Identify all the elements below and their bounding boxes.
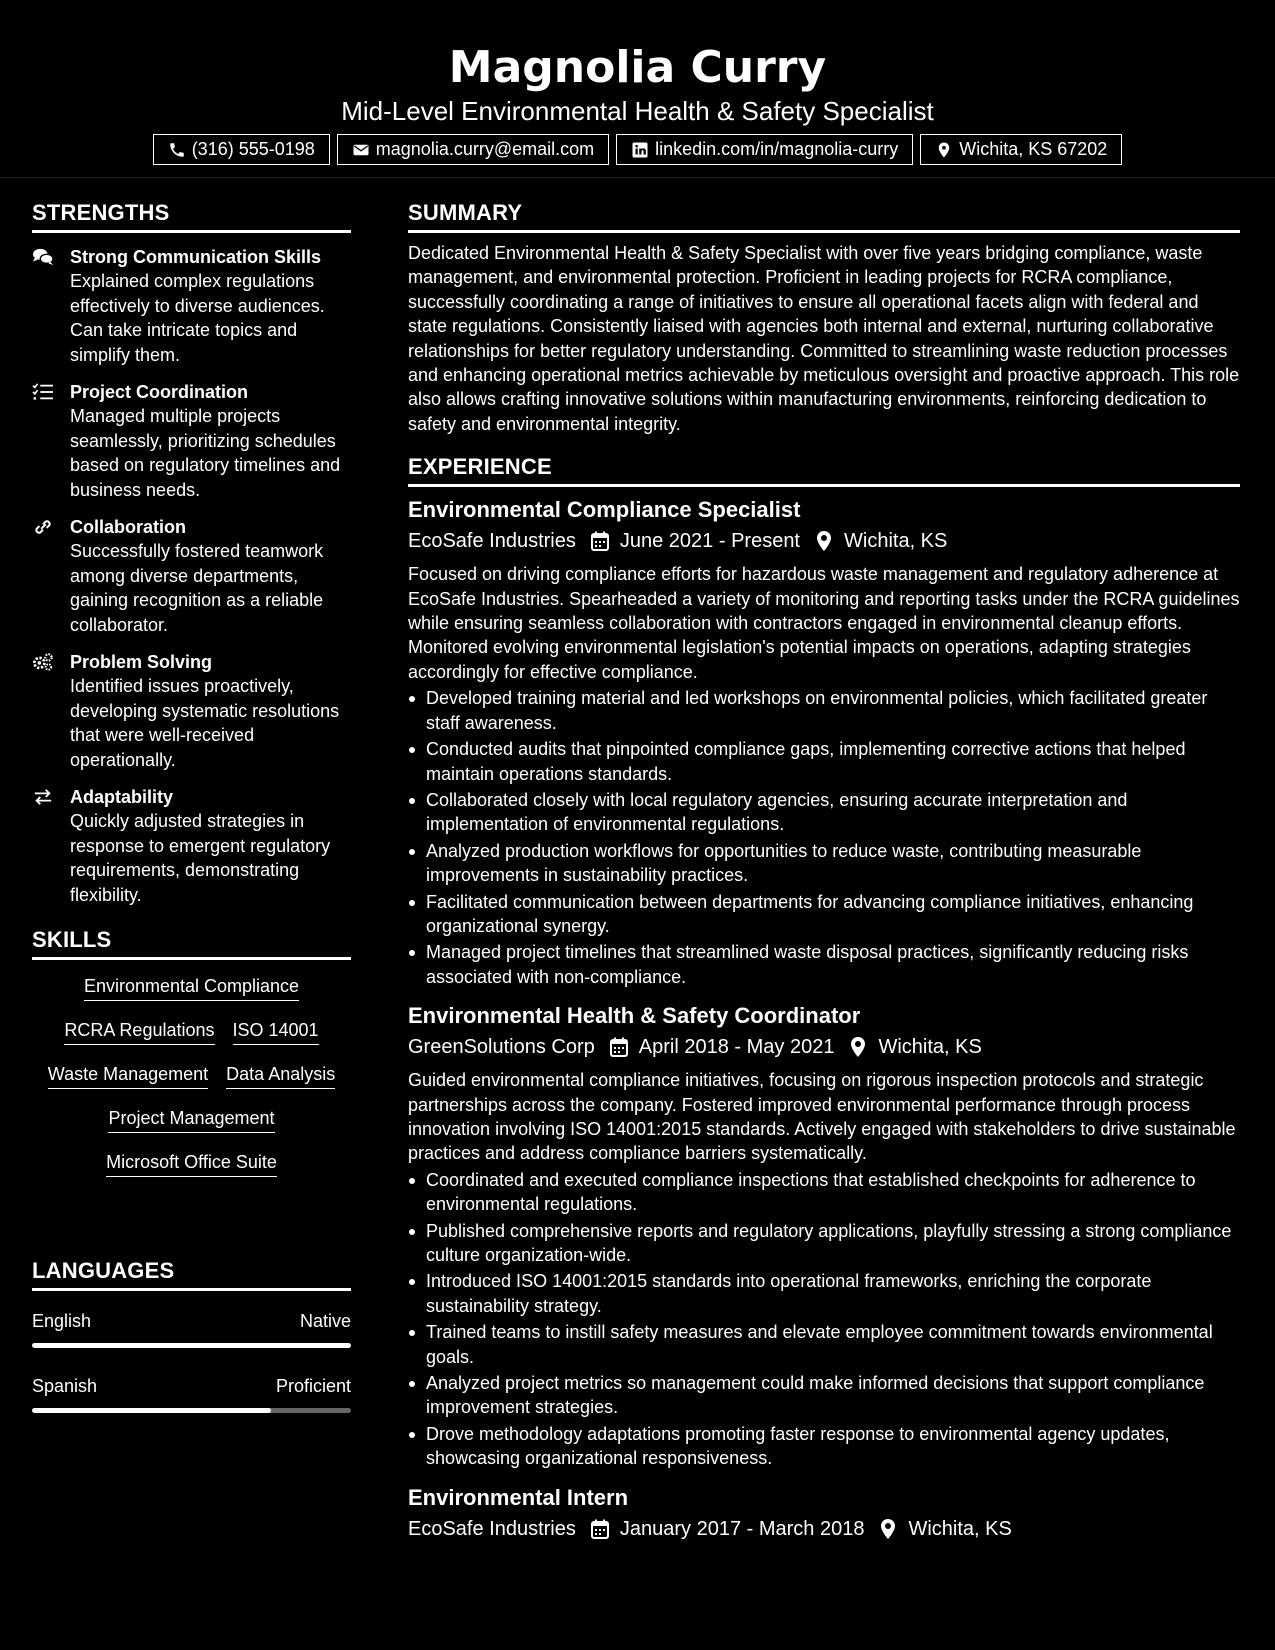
job-bullet: Facilitated communication between departments for advancing compliance initiatives, enhancing organizational synergy.: [408, 890, 1240, 939]
job-company: EcoSafe Industries: [408, 1517, 576, 1540]
candidate-title: Mid-Level Environmental Health & Safety Specialist: [341, 96, 934, 126]
exchange-arrows-icon: [32, 785, 70, 907]
job-meta: [408, 1032, 1240, 1062]
map-pin-icon: [846, 1037, 870, 1057]
skills-section: [32, 925, 351, 1177]
job-bullets: [408, 686, 1240, 989]
job-meta: [408, 526, 1240, 556]
language-proficiency-fill: [32, 1408, 271, 1413]
job-location: Wichita, KS: [878, 1036, 982, 1059]
contact-phone-text: (316) 555-0198: [191, 139, 315, 159]
task-list-icon: [32, 380, 70, 502]
cogs-icon: [32, 650, 70, 772]
linkedin-icon: [631, 141, 649, 159]
skills-heading: SKILLS: [32, 925, 351, 960]
job-title: Environmental Intern: [408, 1484, 629, 1510]
job-bullet: Introduced ISO 14001:2015 standards into operational frameworks, enriching the corporate sustainability strategy.: [408, 1269, 1240, 1318]
contact-location-text: Wichita, KS 67202: [959, 139, 1108, 159]
strength-desc: Quickly adjusted strategies in response to emergent regulatory requirements, demonstrating flexibility.: [70, 811, 331, 905]
experience-section: [408, 452, 1240, 1543]
skill-tag: Project Management: [108, 1106, 274, 1133]
contact-bar: [0, 134, 1275, 165]
job-location: Wichita, KS: [844, 530, 948, 553]
job-company: EcoSafe Industries: [408, 530, 576, 553]
contact-email-text: magnolia.curry@email.com: [375, 139, 595, 159]
language-proficiency-bar: [32, 1343, 351, 1348]
language-name: Spanish: [32, 1376, 98, 1396]
job-bullet: Published comprehensive reports and regulatory applications, playfully stressing a strong compliance culture organization-wide.: [408, 1219, 1240, 1268]
strength-desc: Identified issues proactively, developing systematic resolutions that were well-received operationally.: [70, 676, 340, 770]
summary-text: Dedicated Environmental Health & Safety Specialist with over five years bridging compliance, waste management, and environmental protection. Proficient in leading projects for RCRA compliance, successfully coordinating a range of initiatives to ensure all operational facets align with federal and state regulations. Consistently liaised with agencies both internal and external, nurturing collaborative relationships for better regulatory understanding. Committed to streamlining waste reduction processes and enhancing operational metrics achievable by meticulous oversight and proactive approach. This role also allows crafting innovative solutions within manufacturing environments, reinforcing dedication to safety and environmental integrity.: [408, 243, 1240, 434]
job-meta: [408, 1514, 1240, 1544]
calendar-icon: [588, 1519, 612, 1539]
skill-tag: Data Analysis: [226, 1062, 335, 1089]
experience-heading: EXPERIENCE: [408, 452, 1240, 487]
job-bullets: [408, 1168, 1240, 1471]
languages-section: [32, 1256, 351, 1413]
language-level: Native: [299, 1311, 351, 1331]
job-location: Wichita, KS: [908, 1517, 1012, 1540]
contact-location[interactable]: [920, 134, 1122, 165]
left-column: [32, 198, 351, 1396]
resume-header: [0, 0, 1275, 178]
job-description: Focused on driving compliance efforts for hazardous waste management and regulatory adherence at EcoSafe Industries. Spearheaded a variety of monitoring and reporting tasks under the RCRA guidelines while ensuring seamless collaboration with contractors engaged in environmental cleanup efforts. Monitored evolving environmental legislation's potential impacts on operations, adapting strategies accordingly for effective compliance.: [408, 564, 1240, 682]
strength-name: Project Coordination: [70, 382, 249, 402]
skills-list: [32, 974, 351, 1177]
job-bullet: Managed project timelines that streamlined waste disposal practices, significantly reducing risks associated with non-compliance.: [408, 940, 1240, 989]
job-dates: April 2018 - May 2021: [638, 1036, 835, 1059]
job-bullet: Trained teams to instill safety measures and elevate employee commitment towards environmental goals.: [408, 1320, 1240, 1369]
language-proficiency-bar: [32, 1408, 351, 1413]
job-title: Environmental Compliance Specialist: [408, 497, 801, 523]
skill-tag: Environmental Compliance: [84, 974, 299, 1001]
job-bullet: Collaborated closely with local regulatory agencies, ensuring accurate interpretation and implementation of environmental regulations.: [408, 788, 1240, 837]
strength-name: Adaptability: [70, 787, 174, 807]
job-bullet: Drove methodology adaptations promoting faster response to environmental agency updates, showcasing organizational responsiveness.: [408, 1422, 1240, 1471]
languages-heading: LANGUAGES: [32, 1256, 351, 1291]
job-title: Environmental Health & Safety Coordinator: [408, 1003, 861, 1029]
map-pin-icon: [935, 141, 953, 159]
link-icon: [32, 515, 70, 637]
strength-item: [32, 650, 351, 772]
strength-item: [32, 785, 351, 907]
contact-linkedin[interactable]: [616, 134, 913, 165]
strength-desc: Managed multiple projects seamlessly, prioritizing schedules based on regulatory timelines and business needs.: [70, 406, 341, 500]
phone-icon: [168, 141, 186, 159]
strengths-heading: STRENGTHS: [32, 198, 351, 233]
job-bullet: Coordinated and executed compliance inspections that established checkpoints for adherence to environmental regulations.: [408, 1168, 1240, 1217]
calendar-icon: [607, 1037, 631, 1057]
job-dates: January 2017 - March 2018: [619, 1517, 865, 1540]
language-item: [32, 1374, 351, 1413]
strengths-list: [32, 245, 351, 907]
contact-linkedin-text: linkedin.com/in/magnolia-curry: [655, 139, 899, 159]
job-dates: June 2021 - Present: [619, 530, 800, 553]
strength-item: [32, 245, 351, 367]
skill-tag: Microsoft Office Suite: [106, 1150, 277, 1177]
job-entry: [408, 1001, 1240, 1471]
strength-item: [32, 380, 351, 502]
job-bullet: Analyzed project metrics so management could make informed decisions that support compliance improvement strategies.: [408, 1371, 1240, 1420]
strength-name: Problem Solving: [70, 652, 213, 672]
map-pin-icon: [876, 1519, 900, 1539]
language-name: English: [32, 1311, 92, 1331]
job-bullet: Conducted audits that pinpointed compliance gaps, implementing corrective actions that helped maintain operations standards.: [408, 737, 1240, 786]
strength-name: Collaboration: [70, 517, 186, 537]
strength-desc: Successfully fostered teamwork among diverse departments, gaining recognition as a reliable collaborator.: [70, 541, 324, 635]
contact-phone[interactable]: [153, 134, 330, 165]
comments-icon: [32, 245, 70, 367]
job-entry: [408, 1483, 1240, 1544]
candidate-name: Magnolia Curry: [448, 42, 827, 93]
job-company: GreenSolutions Corp: [408, 1036, 595, 1059]
map-pin-icon: [812, 531, 836, 551]
job-description: Guided environmental compliance initiatives, focusing on rigorous inspection protocols and strategic partnerships across the company. Fostered improved environmental performance through process innovation involving ISO 14001:2015 standards. Actively engaged with stakeholders to drive sustainable practices and address compliance barriers systematically.: [408, 1070, 1236, 1164]
contact-email[interactable]: [337, 134, 609, 165]
strength-desc: Explained complex regulations effectively to diverse audiences. Can take intricate topics and simplify them.: [70, 271, 325, 365]
job-bullet: Developed training material and led workshops on environmental policies, which facilitated greater staff awareness.: [408, 686, 1240, 735]
strength-item: [32, 515, 351, 637]
job-entry: [408, 495, 1240, 989]
language-item: [32, 1309, 351, 1348]
envelope-icon: [352, 141, 370, 159]
language-level: Proficient: [275, 1376, 351, 1396]
calendar-icon: [588, 531, 612, 551]
summary-heading: SUMMARY: [408, 198, 1240, 233]
skill-tag: Waste Management: [48, 1062, 208, 1089]
right-column: [408, 198, 1240, 1544]
strength-name: Strong Communication Skills: [70, 247, 322, 267]
skill-tag: ISO 14001: [233, 1018, 319, 1045]
job-bullet: Analyzed production workflows for opportunities to reduce waste, contributing measurable improvements in sustainability practices.: [408, 839, 1240, 888]
language-proficiency-fill: [32, 1343, 351, 1348]
skill-tag: RCRA Regulations: [64, 1018, 214, 1045]
